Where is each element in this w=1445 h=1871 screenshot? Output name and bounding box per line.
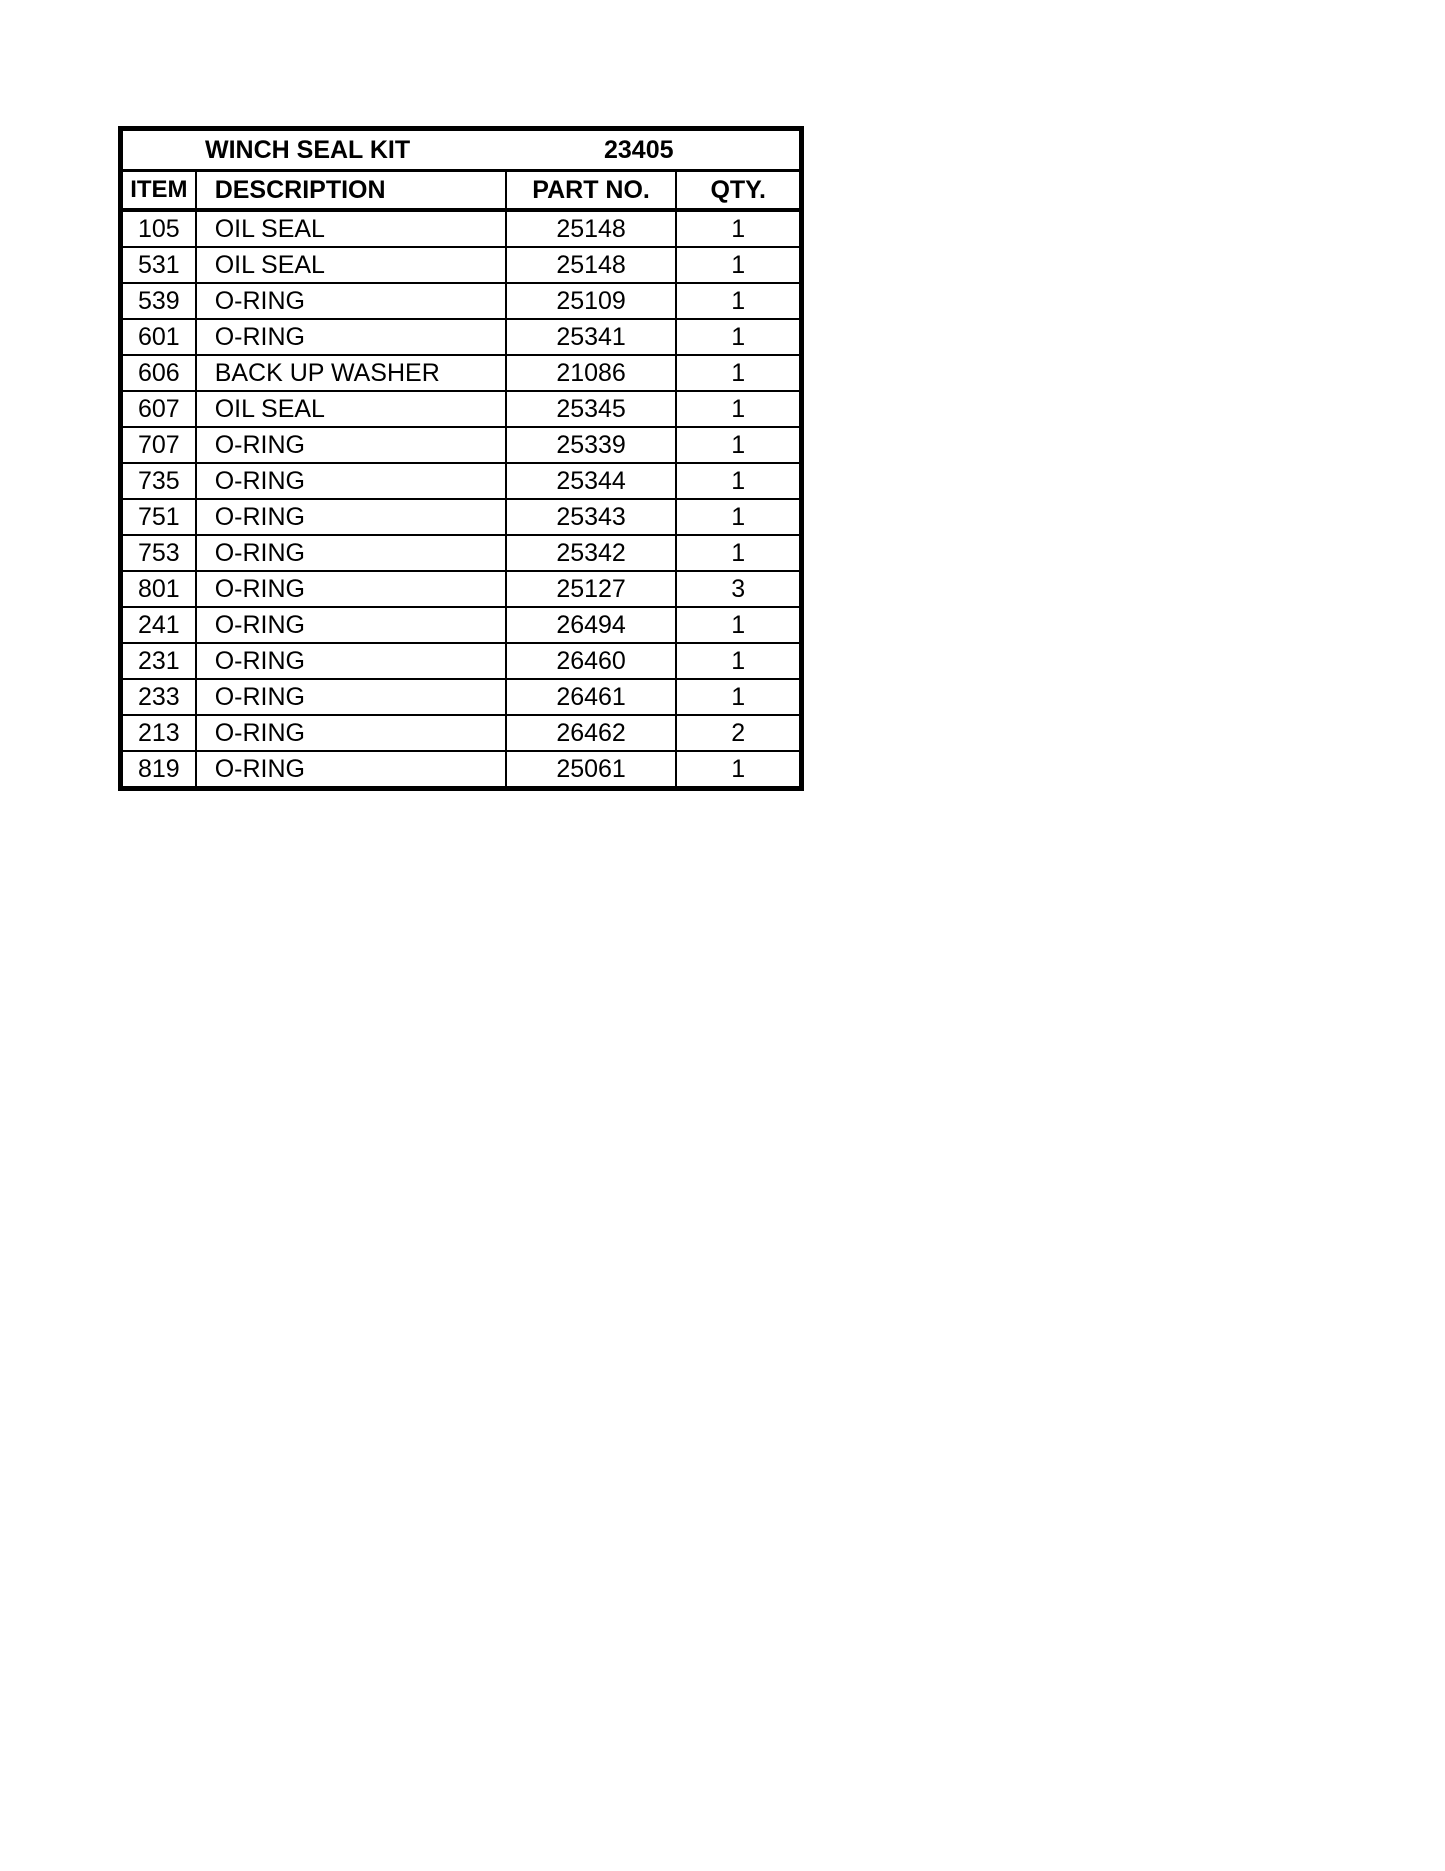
table-row [121, 607, 802, 643]
qty-cell: 1 [676, 751, 801, 789]
description-cell: O-RING [196, 499, 506, 535]
table-row [121, 427, 802, 463]
qty-cell: 1 [676, 355, 801, 391]
item-cell: 531 [121, 247, 196, 283]
qty-cell: 1 [676, 283, 801, 319]
description-cell: OIL SEAL [196, 247, 506, 283]
qty-cell: 1 [676, 607, 801, 643]
column-header-item: ITEM [121, 171, 196, 211]
description-cell: O-RING [196, 679, 506, 715]
part-no-cell: 25148 [506, 210, 677, 247]
part-no-cell: 25148 [506, 247, 677, 283]
part-no-cell: 26460 [506, 643, 677, 679]
kit-title-row [121, 129, 802, 171]
table-row [121, 319, 802, 355]
description-cell: O-RING [196, 463, 506, 499]
kit-number: 23405 [604, 136, 674, 164]
description-cell: O-RING [196, 607, 506, 643]
qty-cell: 1 [676, 643, 801, 679]
item-cell: 751 [121, 499, 196, 535]
part-no-cell: 25341 [506, 319, 677, 355]
part-no-cell: 25343 [506, 499, 677, 535]
qty-cell: 3 [676, 571, 801, 607]
part-no-cell: 26461 [506, 679, 677, 715]
description-cell: O-RING [196, 535, 506, 571]
item-cell: 735 [121, 463, 196, 499]
item-cell: 233 [121, 679, 196, 715]
description-cell: BACK UP WASHER [196, 355, 506, 391]
table-row [121, 751, 802, 789]
seal-kit-table [118, 126, 804, 791]
item-cell: 601 [121, 319, 196, 355]
table-row [121, 247, 802, 283]
table-row [121, 499, 802, 535]
description-cell: OIL SEAL [196, 210, 506, 247]
table-row [121, 679, 802, 715]
table-row [121, 210, 802, 247]
table-row [121, 391, 802, 427]
item-cell: 241 [121, 607, 196, 643]
qty-cell: 1 [676, 463, 801, 499]
description-cell: O-RING [196, 427, 506, 463]
column-header-qty: QTY. [676, 171, 801, 211]
item-cell: 707 [121, 427, 196, 463]
item-cell: 606 [121, 355, 196, 391]
part-no-cell: 26494 [506, 607, 677, 643]
table-row [121, 715, 802, 751]
part-no-cell: 25345 [506, 391, 677, 427]
part-no-cell: 25342 [506, 535, 677, 571]
description-cell: O-RING [196, 319, 506, 355]
qty-cell: 1 [676, 247, 801, 283]
table-body [121, 129, 802, 789]
qty-cell: 2 [676, 715, 801, 751]
part-no-cell: 26462 [506, 715, 677, 751]
kit-title: WINCH SEAL KIT [205, 136, 411, 164]
item-cell: 105 [121, 210, 196, 247]
table-row [121, 535, 802, 571]
part-no-cell: 25061 [506, 751, 677, 789]
table-row [121, 355, 802, 391]
qty-cell: 1 [676, 427, 801, 463]
table-row [121, 571, 802, 607]
kit-title-cell [121, 129, 802, 171]
table-row [121, 643, 802, 679]
part-no-cell: 25339 [506, 427, 677, 463]
column-header-part-no: PART NO. [506, 171, 677, 211]
qty-cell: 1 [676, 679, 801, 715]
part-no-cell: 21086 [506, 355, 677, 391]
item-cell: 819 [121, 751, 196, 789]
qty-cell: 1 [676, 319, 801, 355]
column-header-row [121, 171, 802, 211]
table-row [121, 463, 802, 499]
item-cell: 607 [121, 391, 196, 427]
part-no-cell: 25109 [506, 283, 677, 319]
table-row [121, 283, 802, 319]
item-cell: 539 [121, 283, 196, 319]
item-cell: 801 [121, 571, 196, 607]
part-no-cell: 25344 [506, 463, 677, 499]
description-cell: O-RING [196, 283, 506, 319]
description-cell: OIL SEAL [196, 391, 506, 427]
item-cell: 753 [121, 535, 196, 571]
description-cell: O-RING [196, 643, 506, 679]
description-cell: O-RING [196, 751, 506, 789]
description-cell: O-RING [196, 571, 506, 607]
qty-cell: 1 [676, 535, 801, 571]
column-header-description: DESCRIPTION [196, 171, 506, 211]
description-cell: O-RING [196, 715, 506, 751]
part-no-cell: 25127 [506, 571, 677, 607]
item-cell: 231 [121, 643, 196, 679]
qty-cell: 1 [676, 210, 801, 247]
qty-cell: 1 [676, 499, 801, 535]
item-cell: 213 [121, 715, 196, 751]
qty-cell: 1 [676, 391, 801, 427]
